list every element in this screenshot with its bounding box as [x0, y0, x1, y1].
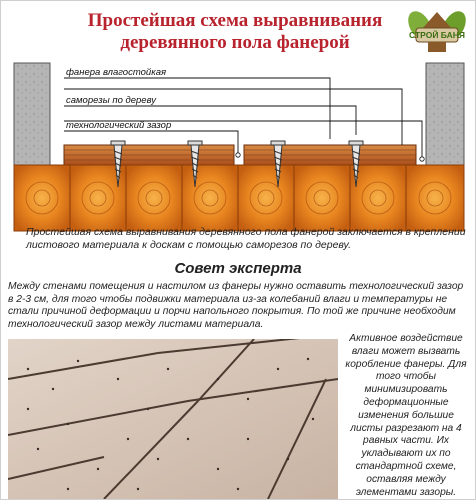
left-wall: [14, 63, 50, 165]
side-note: Активное воздействие влаги может вызвать коробление фанеры. Для того чтобы минимизировать деформационные изменения большие листы разрезают на 4 равных части. Их укладывают их по стандартной схеме, оставляя между элементами зазоры.: [345, 333, 467, 498]
advice-text: Между стенами помещения и настилом из фанеры нужно оставить технологический зазор в 2-3 см, для того чтобы подвижки материала из-за колебаний влаги и температуры не стали причиной деформации и порчи напольного покрытия. По той же причине необходим технологический зазор между листами материала.: [8, 281, 464, 330]
logo-text: СТРОЙ БАНЯ: [409, 30, 465, 40]
floor-diagram: [0, 55, 476, 235]
right-wall: [426, 63, 464, 165]
label-plywood: фанера влагостойкая: [66, 67, 167, 78]
advice-heading: Совет эксперта: [174, 260, 302, 277]
plywood-floor-photo: [8, 339, 338, 499]
site-logo: [406, 4, 468, 58]
label-gap: технологический зазор: [66, 120, 172, 131]
diagram-caption: Простейшая схема выравнивания деревянного пола фанерой заключается в креплении листового материала к доскам с помощью саморезов по дереву.: [26, 226, 466, 251]
floor-boards: [14, 165, 464, 231]
label-screws: саморезы по дереву: [66, 95, 156, 106]
page-title: Простейшая схема выравнивания деревянного пола фанерой: [87, 10, 383, 53]
